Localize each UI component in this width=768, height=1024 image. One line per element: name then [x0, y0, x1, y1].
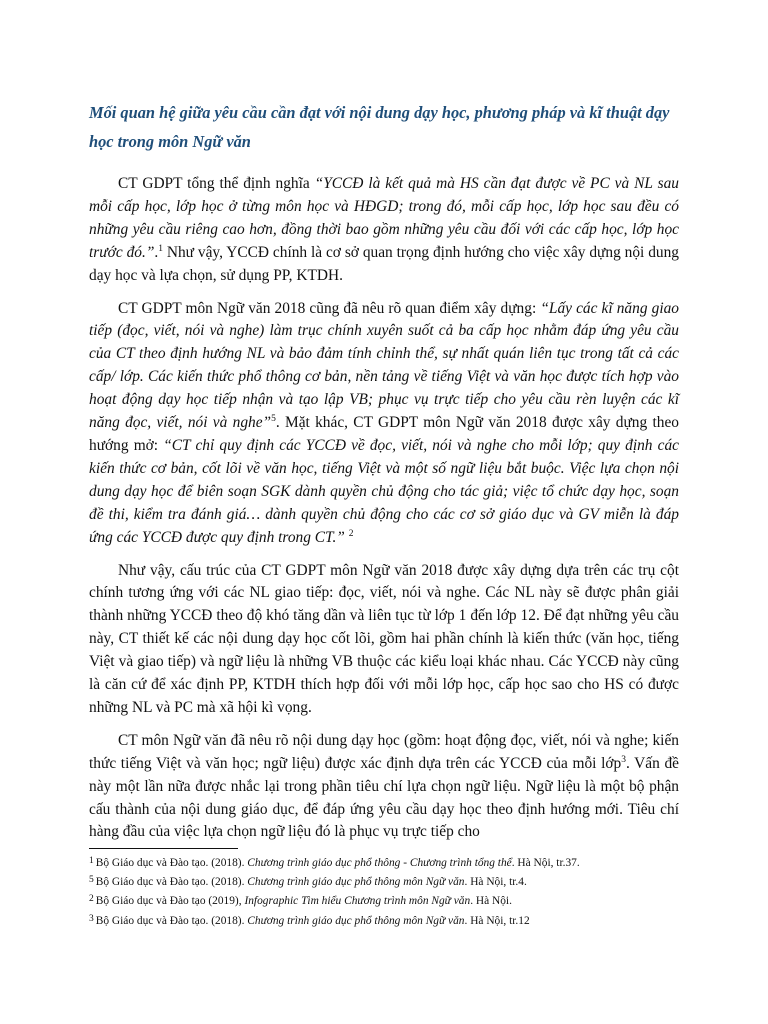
footnote-title: Chương trình giáo dục phổ thông - Chương trình tổng thể	[247, 857, 512, 869]
footnotes	[89, 854, 689, 931]
footnote-title: Chương trình giáo dục phổ thông môn Ngữ văn	[247, 914, 465, 927]
quote-text: “CT chỉ quy định các YCCĐ về đọc, viết, nói và nghe cho mỗi lớp; quy định các kiến thức cơ bản, cốt lõi về văn học, tiếng Việt và một số ngữ liệu bắt buộc. Việc lựa chọn nội dung dạy học để biên soạn SGK dành quyền chủ động cho tác giả; việc tổ chức dạy học, soạn đề thi, kiểm tra đánh giá… dành quyền chủ động cho các cơ sở giáo dục và GV miễn là đáp ứng các YCCĐ được quy định trong CT.”	[89, 436, 679, 546]
footnote-text: Bộ Giáo dục và Đào tạo (2019),	[95, 895, 245, 908]
footnote-number: 1	[89, 856, 94, 866]
paragraph-2	[89, 298, 679, 550]
footnote-text: . Hà Nội, tr.4.	[464, 876, 527, 889]
paragraph-4	[89, 730, 679, 845]
footnote-text: . Hà Nội.	[470, 895, 512, 908]
paragraph-3: Như vậy, cấu trúc của CT GDPT môn Ngữ văn 2018 được xây dựng dựa trên các trụ cột chính tương ứng với các NL giao tiếp: đọc, viết, nói và nghe. Các NL này sẽ được phân giải thành những YCCĐ theo độ khó tăng dần và liên tục từ lớp 1 đến lớp 12. Để đạt những yêu cầu này, CT thiết kế các nội dung dạy học cốt lõi, gồm hai phần chính là kiến thức (văn học, tiếng Việt và giao tiếp) và ngữ liệu là những VB thuộc các kiểu loại khác nhau. Các YCCĐ này cũng là căn cứ để xác định PP, KTDH thích hợp đối với mỗi lớp học, cấp học sao cho HS có được những NL và PC mà xã hội kì vọng.	[89, 561, 679, 716]
footnote-text: . Hà Nội, tr.37.	[511, 857, 580, 869]
text-run: CT môn Ngữ văn đã nêu rõ nội dung dạy học (gồm: hoạt động đọc, viết, nói và nghe; kiến thức tiếng Việt và văn học; ngữ liệu) được xác định dựa trên các YCCĐ của mỗi lớp	[89, 731, 679, 772]
text-run: Như vậy, YCCĐ chính là cơ sở quan trọng định hướng cho việc xây dựng nội dung dạy học và lựa chọn, sử dụng PP, KTDH.	[89, 243, 679, 284]
paragraph-1	[89, 173, 679, 288]
footnote-number: 2	[89, 894, 94, 905]
text-run: CT GDPT môn Ngữ văn 2018 cũng đã nêu rõ quan điểm xây dựng:	[118, 299, 541, 317]
footnote-item	[89, 892, 689, 911]
footnote-item	[89, 912, 689, 931]
text-run: . Mặt khác, CT GDPT môn Ngữ văn 2018 được xây dựng theo hướng mở:	[89, 414, 680, 454]
footnote-number: 3	[89, 913, 94, 924]
section-heading: Mối quan hệ giữa yêu cầu cần đạt với nội dung dạy học, phương pháp và kĩ thuật dạy học trong môn Ngữ văn	[89, 103, 670, 151]
footnote-item	[89, 873, 689, 892]
footnote-text: Bộ Giáo dục và Đào tạo. (2018).	[95, 914, 248, 927]
text-run: . Vấn đề này một lần nữa được nhắc lại trong phần tiêu chí lựa chọn ngữ liệu. Ngữ liệu là một bộ phận cấu thành của nội dung giáo dục, để đáp ứng yêu cầu dạy học theo định hướng mới. Tiêu chí hàng đầu của việc lựa chọn ngữ liệu đó là phục vụ trực tiếp cho	[89, 754, 680, 841]
footnote-title: Chương trình giáo dục phổ thông môn Ngữ văn	[247, 876, 465, 889]
quote-text: “Lấy các kĩ năng giao tiếp (đọc, viết, nói và nghe) làm trục chính xuyên suốt cả ba cấp học nhằm đáp ứng yêu cầu của CT theo định hướng NL và bảo đảm tính chỉnh thể, sự nhất quán liên tục trong tất cả các cấp/ lớp. Các kiến thức phổ thông cơ bản, nền tảng về tiếng Việt và văn học được tích hợp vào hoạt động dạy học tiếp nhận và tạo lập VB; phục vụ trực tiếp cho yêu cầu rèn luyện các kĩ năng đọc, viết, nói và nghe”	[89, 299, 679, 432]
footnote-ref[interactable]: 3	[621, 754, 626, 765]
footnote-ref[interactable]: 2	[348, 528, 354, 539]
footnote-text: . Hà Nội, tr.12	[464, 914, 530, 927]
footnote-ref[interactable]: 5	[271, 413, 276, 424]
text-run: .	[154, 243, 159, 261]
footnote-item	[89, 854, 689, 873]
footnote-text: Bộ Giáo dục và Đào tạo. (2018).	[95, 857, 248, 869]
footnote-number: 5	[89, 875, 94, 886]
footnote-separator	[89, 848, 238, 849]
footnote-title: Infographic Tìm hiểu Chương trình môn Ngữ văn	[244, 895, 471, 908]
document-page	[89, 98, 679, 854]
footnote-text: Bộ Giáo dục và Đào tạo. (2018).	[95, 876, 248, 889]
text-run: CT GDPT tổng thể định nghĩa	[118, 175, 315, 192]
quote-text: “YCCĐ là kết quả mà HS cần đạt được về PC và NL sau mỗi cấp học, lớp học ở từng môn học và HĐGD; trong đó, mỗi cấp học, lớp học sau đều có những yêu cầu riêng cao hơn, đồng thời bao gồm những yêu cầu đối với các cấp học, lớp học trước đó.”	[89, 175, 679, 261]
footnote-ref[interactable]: 1	[158, 243, 163, 254]
